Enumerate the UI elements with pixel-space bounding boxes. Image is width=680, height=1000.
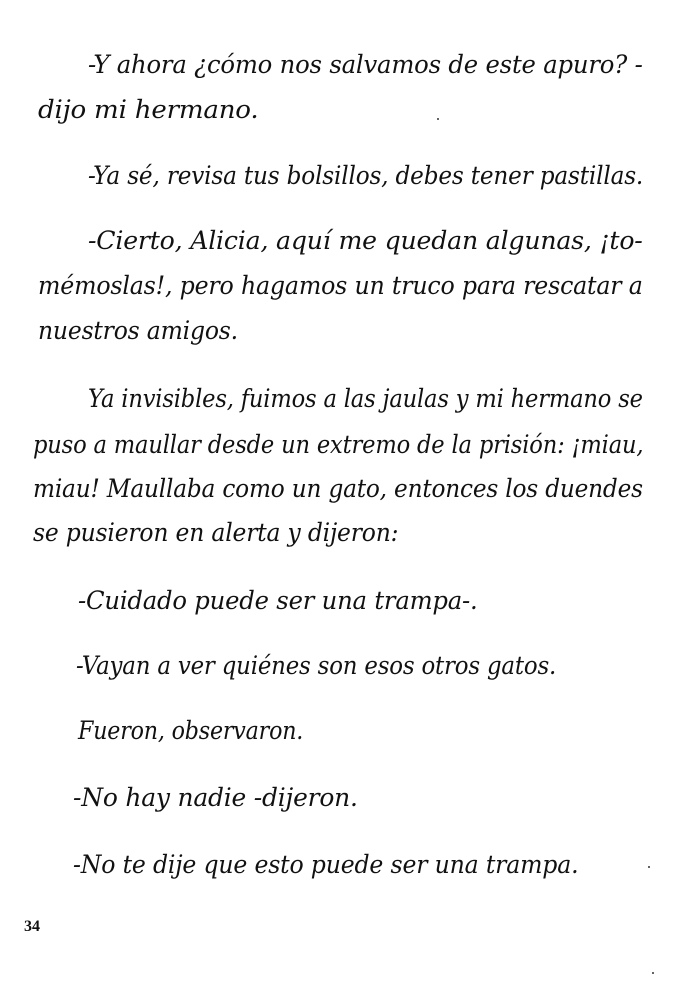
text-line-3: -Ya sé, revisa tus bolsillos, debes tener pastillas.: [88, 161, 644, 190]
text-line-2: dijo mi hermano.: [38, 95, 259, 124]
page-number: 34: [24, 918, 40, 935]
scan-speck: [648, 866, 650, 868]
text-line-10: se pusieron en alerta y dijeron:: [33, 518, 399, 547]
text-line-12: -Vayan a ver quiénes son esos otros gatos.: [76, 651, 557, 680]
text-line-8: puso a maullar desde un extremo de la prisión: ¡miau,: [33, 430, 644, 459]
scan-speck: [437, 118, 439, 120]
text-line-15: -No te dije que esto puede ser una trampa.: [73, 850, 579, 879]
text-line-6: nuestros amigos.: [38, 316, 238, 345]
text-line-13: Fueron, observaron.: [78, 716, 304, 745]
text-line-7: Ya invisibles, fuimos a las jaulas y mi hermano se: [88, 384, 643, 413]
text-line-9: miau! Maullaba como un gato, entonces los duendes: [33, 474, 643, 503]
text-line-11: -Cuidado puede ser una trampa-.: [78, 586, 478, 615]
text-line-4: -Cierto, Alicia, aquí me quedan algunas, ¡to-: [88, 226, 643, 255]
scan-speck: [652, 972, 654, 974]
text-line-1: -Y ahora ¿cómo nos salvamos de este apuro? -: [88, 50, 643, 79]
text-line-14: -No hay nadie -dijeron.: [73, 783, 358, 812]
text-line-5: mémoslas!, pero hagamos un truco para rescatar a: [38, 271, 643, 300]
